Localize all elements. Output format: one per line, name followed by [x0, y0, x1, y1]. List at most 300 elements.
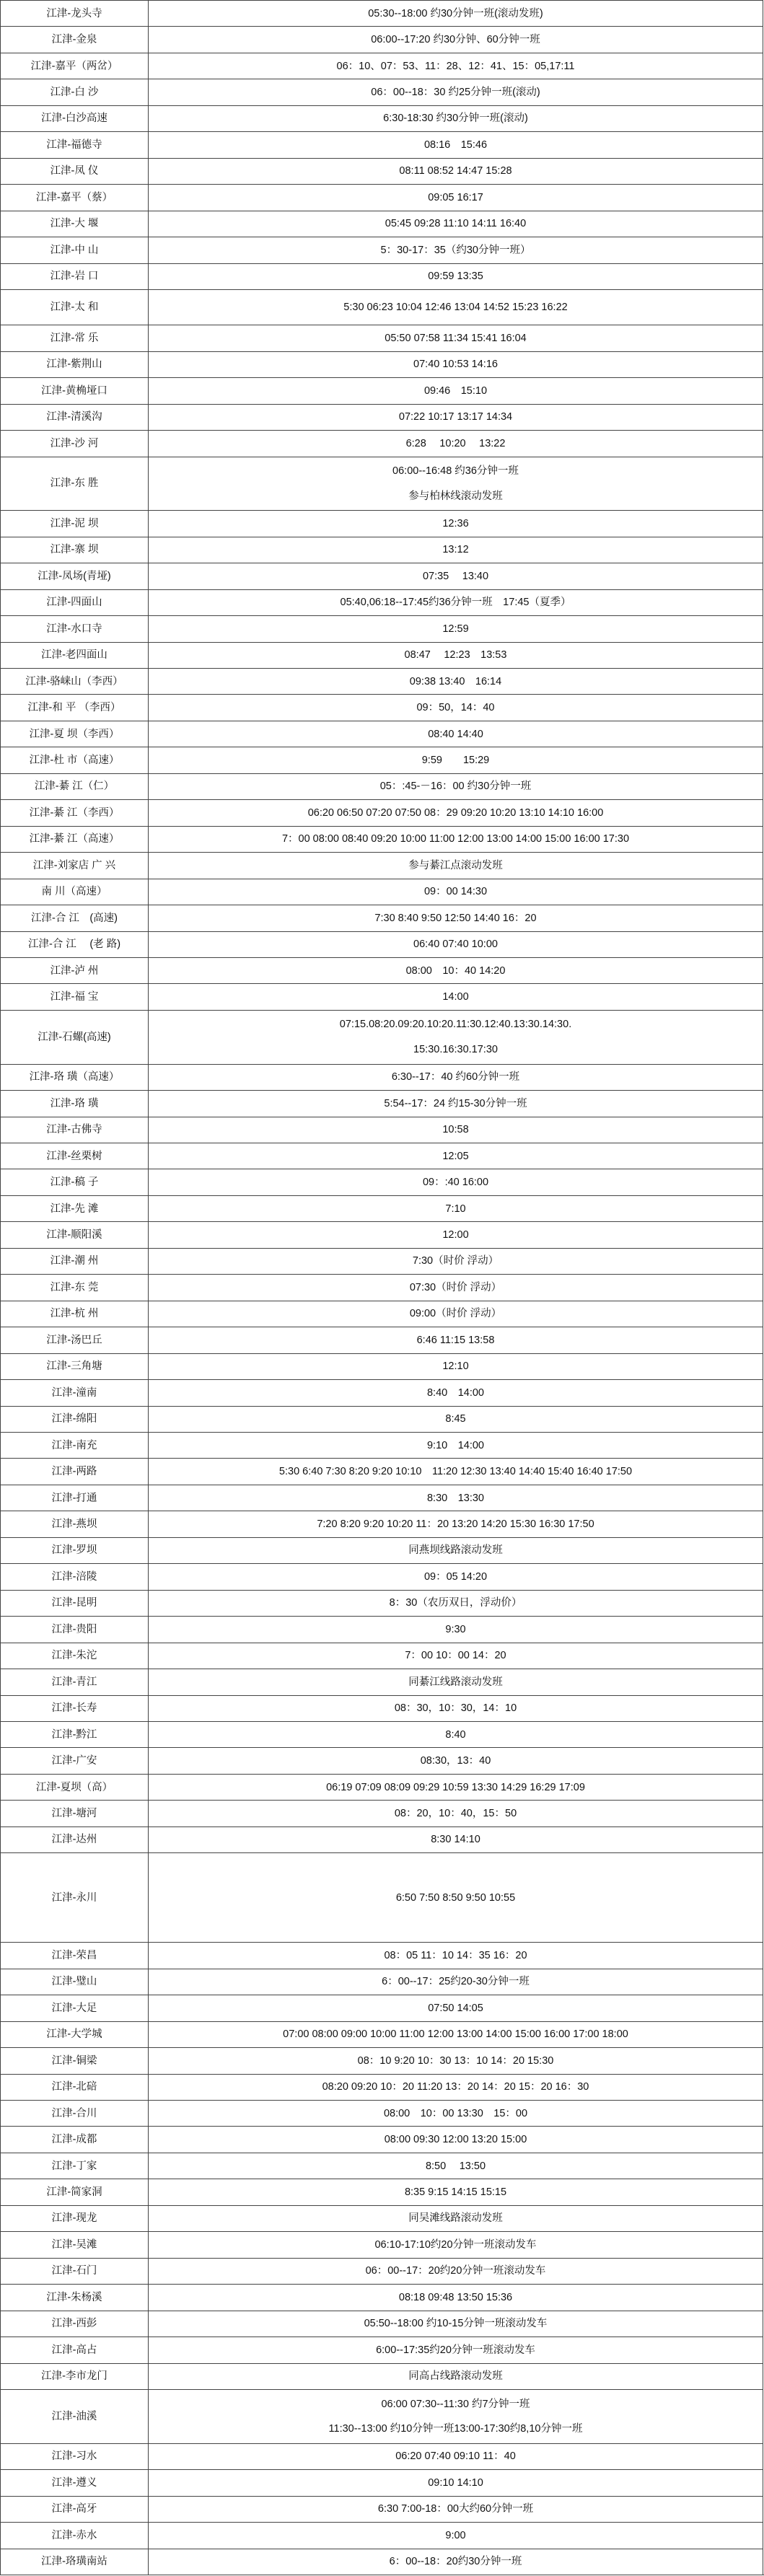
departure-times — [148, 184, 763, 210]
route-name: 江津-璧山 — [0, 1969, 148, 1995]
departure-times — [148, 1995, 763, 2021]
route-name: 江津-黄桷垭口 — [0, 377, 148, 403]
departure-times-line: 08:00 10：00 13:30 15：00 — [383, 2107, 528, 2119]
departure-times-line: 07:30（时价 浮动） — [409, 1281, 502, 1293]
departure-times-line: 15:30.16:30.17:30 — [413, 1043, 498, 1055]
table-row — [0, 2443, 764, 2469]
route-name: 江津-赤水 — [0, 2522, 148, 2548]
route-name: 江津-铜梁 — [0, 2047, 148, 2073]
departure-times — [148, 1248, 763, 1274]
departure-times-line: 9:30 — [445, 1623, 466, 1635]
departure-times-line: 09:10 14:10 — [428, 2476, 483, 2489]
departure-times — [148, 26, 763, 52]
route-name: 江津-习水 — [0, 2443, 148, 2469]
departure-times — [148, 537, 763, 563]
departure-times — [148, 721, 763, 747]
route-name: 江津-大足 — [0, 1995, 148, 2021]
route-name: 江津-綦 江（高速） — [0, 826, 148, 852]
route-name: 江津-珞璜南站 — [0, 2549, 148, 2575]
departure-times — [148, 1064, 763, 1090]
route-name: 江津-泥 坝 — [0, 510, 148, 536]
departure-times-line: 6:00--17:35约20分钟一班滚动发车 — [376, 2344, 535, 2356]
departure-times-line: 08:40 14:40 — [428, 728, 483, 740]
table-row — [0, 184, 764, 210]
table-row — [0, 1747, 764, 1773]
departure-times — [148, 377, 763, 403]
route-name: 江津-太 和 — [0, 289, 148, 325]
table-row — [0, 26, 764, 52]
departure-times — [148, 1563, 763, 1589]
departure-times-line: 06:20 07:40 09:10 11：40 — [395, 2450, 516, 2463]
route-name: 江津-福德寺 — [0, 131, 148, 157]
route-name: 江津-珞 璜 — [0, 1090, 148, 1116]
table-row — [0, 826, 764, 852]
departure-times — [148, 799, 763, 825]
route-name: 江津-李市龙门 — [0, 2363, 148, 2389]
table-row — [0, 2469, 764, 2495]
route-name: 江津-嘉平（蔡） — [0, 184, 148, 210]
departure-times-line: 7：00 10：00 14：20 — [405, 1650, 506, 1662]
departure-times-line: 14:00 — [442, 991, 469, 1003]
table-row — [0, 1274, 764, 1300]
departure-times-line: 05:50--18:00 约10-15分钟一班滚动发车 — [364, 2318, 548, 2330]
departure-times-line: 08:00 10：40 14:20 — [405, 964, 506, 977]
table-row — [0, 1301, 764, 1327]
departure-times — [148, 2311, 763, 2337]
route-name: 江津-合 江 (老 路) — [0, 931, 148, 957]
table-row — [0, 0, 764, 26]
departure-times — [148, 79, 763, 105]
route-name: 江津-清溪沟 — [0, 404, 148, 430]
table-row — [0, 211, 764, 237]
table-row — [0, 1195, 764, 1221]
departure-times — [148, 615, 763, 641]
route-name: 江津-常 乐 — [0, 325, 148, 351]
table-row — [0, 747, 764, 773]
table-row — [0, 1721, 764, 1747]
departure-times — [148, 1774, 763, 1800]
departure-times — [148, 2047, 763, 2073]
departure-times-line: 08:20 09:20 10：20 11:20 13：20 14：20 15：20 16：30 — [322, 2081, 589, 2093]
table-row — [0, 2337, 764, 2362]
departure-times — [148, 1537, 763, 1563]
table-row — [0, 1064, 764, 1090]
route-name: 江津-汤巴丘 — [0, 1327, 148, 1353]
route-name: 江津-泸 州 — [0, 957, 148, 983]
table-row — [0, 1643, 764, 1669]
route-name: 江津-白沙高速 — [0, 105, 148, 131]
route-name: 江津-骆崃山（李西） — [0, 668, 148, 694]
table-row — [0, 457, 764, 511]
departure-times — [148, 237, 763, 263]
table-row — [0, 1669, 764, 1694]
route-name: 江津-凤场(青垭) — [0, 563, 148, 589]
table-row — [0, 589, 764, 615]
route-name: 江津-东 莞 — [0, 1274, 148, 1300]
departure-times-line: 同高占线路滚动发班 — [408, 2370, 503, 2383]
departure-times-line: 8：30（农历双日，浮动价） — [389, 1597, 522, 1609]
table-row — [0, 1800, 764, 1826]
route-name: 江津-和 平 （李西） — [0, 694, 148, 720]
table-row — [0, 158, 764, 184]
departure-times-line: 05：:45-－16：00 约30分钟一班 — [379, 781, 532, 793]
route-name: 江津-金泉 — [0, 26, 148, 52]
table-row — [0, 2549, 764, 2575]
departure-times-line: 5：30-17：35（约30分钟一班） — [380, 244, 531, 256]
departure-times — [148, 563, 763, 589]
route-name: 江津-燕坝 — [0, 1511, 148, 1537]
departure-times — [148, 2549, 763, 2575]
departure-times — [148, 668, 763, 694]
table-row — [0, 1143, 764, 1169]
departure-times-line: 6:30 7:00-18：00大约60分钟一班 — [377, 2503, 534, 2515]
departure-times-line: 6：00--17：25约20-30分钟一班 — [382, 1976, 530, 1988]
departure-times-line: 5:30 6:40 7:30 8:20 9:20 10:10 11:20 12:30 13:40 14:40 15:40 16:40 17:50 — [278, 1466, 633, 1478]
departure-times — [148, 1432, 763, 1458]
table-row — [0, 1537, 764, 1563]
table-row — [0, 1432, 764, 1458]
departure-times — [148, 1301, 763, 1327]
departure-times-line: 07:22 10:17 13:17 14:34 — [398, 411, 513, 423]
departure-times — [148, 1143, 763, 1169]
departure-times — [148, 1669, 763, 1694]
table-row — [0, 1458, 764, 1484]
departure-times — [148, 1827, 763, 1852]
route-name: 江津-綦 江（李西） — [0, 799, 148, 825]
departure-times-line: 07:50 14:05 — [428, 2002, 483, 2014]
route-name: 江津-紫荆山 — [0, 351, 148, 377]
departure-times-line: 09:00（时价 浮动） — [409, 1308, 502, 1320]
departure-times — [148, 1090, 763, 1116]
departure-times — [148, 1590, 763, 1616]
departure-times-line: 6:30--17：40 约60分钟一班 — [391, 1071, 520, 1083]
departure-times-line: 9:59 15:29 — [421, 754, 490, 766]
departure-times-line: 6:50 7:50 8:50 9:50 10:55 — [395, 1891, 516, 1904]
route-name: 江津-高牙 — [0, 2496, 148, 2522]
route-name: 江津-合 江 (高速) — [0, 905, 148, 931]
departure-times — [148, 905, 763, 931]
departure-times — [148, 1406, 763, 1432]
table-row — [0, 1485, 764, 1511]
departure-times-line: 05:50 07:58 11:34 15:41 16:04 — [385, 332, 527, 344]
departure-times — [148, 1010, 763, 1064]
table-row — [0, 1995, 764, 2021]
departure-times — [148, 2179, 763, 2204]
table-row — [0, 510, 764, 536]
route-name: 江津-四面山 — [0, 589, 148, 615]
departure-times — [148, 1117, 763, 1143]
table-row — [0, 537, 764, 563]
table-row — [0, 2231, 764, 2257]
departure-times — [148, 351, 763, 377]
departure-times — [148, 852, 763, 878]
departure-times — [148, 1695, 763, 1721]
route-name: 江津-广安 — [0, 1747, 148, 1773]
table-row — [0, 404, 764, 430]
route-name: 江津-石门 — [0, 2258, 148, 2284]
table-row — [0, 1090, 764, 1116]
table-row — [0, 2363, 764, 2389]
table-row — [0, 2153, 764, 2179]
departure-times-line: 参与綦江点滚动发班 — [408, 859, 503, 871]
departure-times — [148, 2231, 763, 2257]
departure-times-line: 09:05 16:17 — [428, 191, 483, 203]
table-row — [0, 2389, 764, 2443]
departure-times — [148, 0, 763, 26]
departure-times — [148, 263, 763, 289]
table-row — [0, 773, 764, 799]
departure-times-line: 06:20 06:50 07:20 07:50 08：29 09:20 10:20 13:10 14:10 16:00 — [307, 806, 604, 819]
table-row — [0, 694, 764, 720]
departure-times — [148, 957, 763, 983]
table-row — [0, 2205, 764, 2231]
table-row — [0, 668, 764, 694]
departure-times-line: 5:30 06:23 10:04 12:46 13:04 14:52 15:23 16:22 — [343, 302, 568, 314]
departure-times-line: 9:00 — [445, 2529, 466, 2541]
departure-times — [148, 404, 763, 430]
departure-times — [148, 1852, 763, 1942]
route-name: 江津-达州 — [0, 1827, 148, 1852]
table-row — [0, 325, 764, 351]
table-row — [0, 852, 764, 878]
table-row — [0, 2021, 764, 2047]
route-name: 江津-龙头寺 — [0, 0, 148, 26]
route-name: 江津-北碚 — [0, 2074, 148, 2100]
departure-times — [148, 1327, 763, 1353]
route-name: 江津-石螺(高速) — [0, 1010, 148, 1064]
route-name: 江津-刘家店 广 兴 — [0, 852, 148, 878]
departure-times-line: 12:00 — [442, 1229, 469, 1241]
departure-times-line: 08：20，10：40，15：50 — [394, 1808, 517, 1820]
table-row — [0, 2126, 764, 2152]
departure-times — [148, 2522, 763, 2548]
departure-times-line: 12:59 — [442, 623, 469, 635]
route-name: 江津-简家洞 — [0, 2179, 148, 2204]
table-row — [0, 721, 764, 747]
departure-times-line: 6：00--18：20约30分钟一班 — [389, 2556, 522, 2568]
departure-times — [148, 983, 763, 1009]
table-row — [0, 1852, 764, 1942]
departure-times-line: 08：30，10：30，14：10 — [394, 1702, 517, 1715]
departure-times — [148, 2469, 763, 2495]
departure-times — [148, 879, 763, 905]
departure-times — [148, 1274, 763, 1300]
table-row — [0, 2100, 764, 2126]
departure-times — [148, 1721, 763, 1747]
route-name: 江津-荣昌 — [0, 1942, 148, 1968]
table-row — [0, 1827, 764, 1852]
table-row — [0, 1616, 764, 1642]
route-name: 江津-丁家 — [0, 2153, 148, 2179]
route-name: 江津-大学城 — [0, 2021, 148, 2047]
table-row — [0, 2284, 764, 2310]
departure-times — [148, 642, 763, 668]
route-name: 江津-两路 — [0, 1458, 148, 1484]
table-row — [0, 983, 764, 1009]
route-name: 江津-永川 — [0, 1852, 148, 1942]
table-row — [0, 53, 764, 79]
departure-times-line: 8:35 9:15 14:15 15:15 — [404, 2186, 507, 2198]
departure-times — [148, 1458, 763, 1484]
table-row — [0, 1353, 764, 1379]
departure-times-line: 8:30 13:30 — [426, 1492, 484, 1504]
route-name: 江津-高占 — [0, 2337, 148, 2362]
departure-times — [148, 694, 763, 720]
departure-times-line: 07:00 08:00 09:00 10:00 11:00 12:00 13:00 14:00 15:00 16:00 17:00 18:00 — [283, 2028, 628, 2041]
route-name: 江津-水口寺 — [0, 615, 148, 641]
departure-times-line: 6:28 10:20 13:22 — [405, 437, 506, 449]
route-name: 江津-潼南 — [0, 1379, 148, 1405]
departure-times-line: 09：50，14：40 — [416, 702, 495, 714]
departure-times-line: 06:19 07:09 08:09 09:29 10:59 13:30 14:29 16:29 17:09 — [326, 1781, 585, 1793]
table-row — [0, 351, 764, 377]
route-name: 江津-贵阳 — [0, 1616, 148, 1642]
route-name: 江津-朱沱 — [0, 1643, 148, 1669]
table-row — [0, 1221, 764, 1247]
route-name: 江津-古佛寺 — [0, 1117, 148, 1143]
departure-times — [148, 131, 763, 157]
route-name: 江津-塘河 — [0, 1800, 148, 1826]
departure-times-line: 09:38 13:40 16:14 — [409, 675, 502, 687]
departure-times — [148, 430, 763, 456]
departure-times-line: 08:18 09:48 13:50 15:36 — [398, 2291, 513, 2303]
departure-times — [148, 105, 763, 131]
departure-times — [148, 1169, 763, 1195]
departure-times-line: 07:15.08:20.09:20.10:20.11:30.12:40.13:30.14:30. — [339, 1019, 572, 1031]
departure-times-line: 08：05 11：10 14：35 16：20 — [384, 1949, 527, 1961]
table-row — [0, 79, 764, 105]
departure-times — [148, 289, 763, 325]
table-row — [0, 1248, 764, 1274]
departure-times — [148, 2443, 763, 2469]
departure-times — [148, 2258, 763, 2284]
route-name: 江津-东 胜 — [0, 457, 148, 511]
route-name: 江津-昆明 — [0, 1590, 148, 1616]
departure-times-line: 12:05 — [442, 1150, 469, 1162]
departure-times — [148, 747, 763, 773]
table-row — [0, 1117, 764, 1143]
table-row — [0, 1774, 764, 1800]
departure-times-line: 06:40 07:40 10:00 — [413, 938, 498, 951]
table-row — [0, 2311, 764, 2337]
departure-times-line: 05:30--18:00 约30分钟一班(滚动发班) — [368, 7, 543, 19]
departure-times — [148, 457, 763, 511]
table-row — [0, 905, 764, 931]
departure-times — [148, 2496, 763, 2522]
route-name: 江津-青江 — [0, 1669, 148, 1694]
departure-times — [148, 211, 763, 237]
departure-times-line: 同綦江线路滚动发班 — [408, 1676, 503, 1688]
table-row — [0, 642, 764, 668]
departure-times — [148, 53, 763, 79]
route-name: 江津-夏 坝（李西） — [0, 721, 148, 747]
departure-times-line: 06:00 07:30--11:30 约7分钟一班 — [381, 2398, 530, 2410]
departure-times-line: 08:11 08:52 14:47 15:28 — [399, 165, 512, 177]
departure-times — [148, 510, 763, 536]
table-row — [0, 931, 764, 957]
departure-times-line: 08:00 09:30 12:00 13:20 15:00 — [384, 2134, 527, 2146]
departure-times-line: 7:30（时价 浮动） — [412, 1255, 499, 1267]
departure-times-line: 09:59 13:35 — [428, 271, 483, 283]
route-name: 江津-西彭 — [0, 2311, 148, 2337]
departure-times — [148, 2363, 763, 2389]
departure-times-line: 7：00 08:00 08:40 09:20 10:00 11:00 12:00 13:00 14:00 15:00 16:00 17:30 — [281, 833, 630, 845]
departure-times-line: 13:12 — [442, 544, 469, 556]
departure-times-line: 07:35 13:40 — [422, 570, 489, 582]
departure-times — [148, 931, 763, 957]
table-row — [0, 1379, 764, 1405]
route-name: 江津-稿 子 — [0, 1169, 148, 1195]
route-name: 江津-油溪 — [0, 2389, 148, 2443]
departure-times-line: 08:30，13：40 — [420, 1755, 491, 1767]
departure-times-line: 7:10 — [445, 1203, 466, 1215]
table-row — [0, 1511, 764, 1537]
route-name: 江津-吴滩 — [0, 2231, 148, 2257]
route-name: 江津-三角塘 — [0, 1353, 148, 1379]
departure-times-line: 09:46 15:10 — [423, 384, 488, 397]
route-name: 江津-长寿 — [0, 1695, 148, 1721]
route-name: 江津-寨 坝 — [0, 537, 148, 563]
route-name: 江津-杜 市（高速） — [0, 747, 148, 773]
route-name: 南 川（高速） — [0, 879, 148, 905]
departure-times — [148, 1195, 763, 1221]
departure-times — [148, 325, 763, 351]
departure-times — [148, 826, 763, 852]
departure-times-line: 09：05 14:20 — [423, 1570, 488, 1583]
route-name: 江津-白 沙 — [0, 79, 148, 105]
departure-times-line: 同吴滩线路滚动发班 — [408, 2212, 503, 2225]
table-row — [0, 1590, 764, 1616]
departure-times-line: 06：00--17：20约20分钟一班滚动发车 — [365, 2265, 546, 2277]
departure-times-line: 08：10 9:20 10：30 13：10 14：20 15:30 — [357, 2054, 554, 2067]
departure-times — [148, 2074, 763, 2100]
route-name: 江津-涪陵 — [0, 1563, 148, 1589]
departure-times-line: 05:45 09:28 11:10 14:11 16:40 — [385, 218, 527, 230]
table-row — [0, 1327, 764, 1353]
departure-times-line: 8:50 13:50 — [425, 2160, 486, 2172]
route-name: 江津-福 宝 — [0, 983, 148, 1009]
departure-times — [148, 2126, 763, 2152]
departure-times-line: 10:58 — [442, 1124, 469, 1136]
departure-times — [148, 2205, 763, 2231]
route-name: 江津-丝栗树 — [0, 1143, 148, 1169]
route-name: 江津-大 堰 — [0, 211, 148, 237]
table-row — [0, 1695, 764, 1721]
departure-times-line: 同燕坝线路滚动发班 — [408, 1544, 503, 1557]
departure-times-line: 8:40 — [445, 1728, 466, 1741]
departure-times — [148, 1511, 763, 1537]
table-row — [0, 131, 764, 157]
departure-times — [148, 158, 763, 184]
route-name: 江津-朱杨溪 — [0, 2284, 148, 2310]
table-row — [0, 1942, 764, 1968]
table-row — [0, 2496, 764, 2522]
route-name: 江津-成都 — [0, 2126, 148, 2152]
route-name: 江津-绵阳 — [0, 1406, 148, 1432]
departure-times-line: 06：10、07：53、11：28、12：41、15：05,17:11 — [336, 60, 575, 72]
route-name: 江津-先 滩 — [0, 1195, 148, 1221]
route-name: 江津-遵义 — [0, 2469, 148, 2495]
table-row — [0, 1010, 764, 1064]
table-row — [0, 105, 764, 131]
departure-times-line: 06:00--16:48 约36分钟一班 — [392, 465, 519, 478]
departure-times-line: 09：:40 16:00 — [422, 1177, 489, 1189]
departure-times — [148, 2100, 763, 2126]
route-name: 江津-老四面山 — [0, 642, 148, 668]
departure-times-line: 08:47 12:23 13:53 — [404, 649, 507, 661]
route-name: 江津-凤 仪 — [0, 158, 148, 184]
departure-times — [148, 1616, 763, 1642]
